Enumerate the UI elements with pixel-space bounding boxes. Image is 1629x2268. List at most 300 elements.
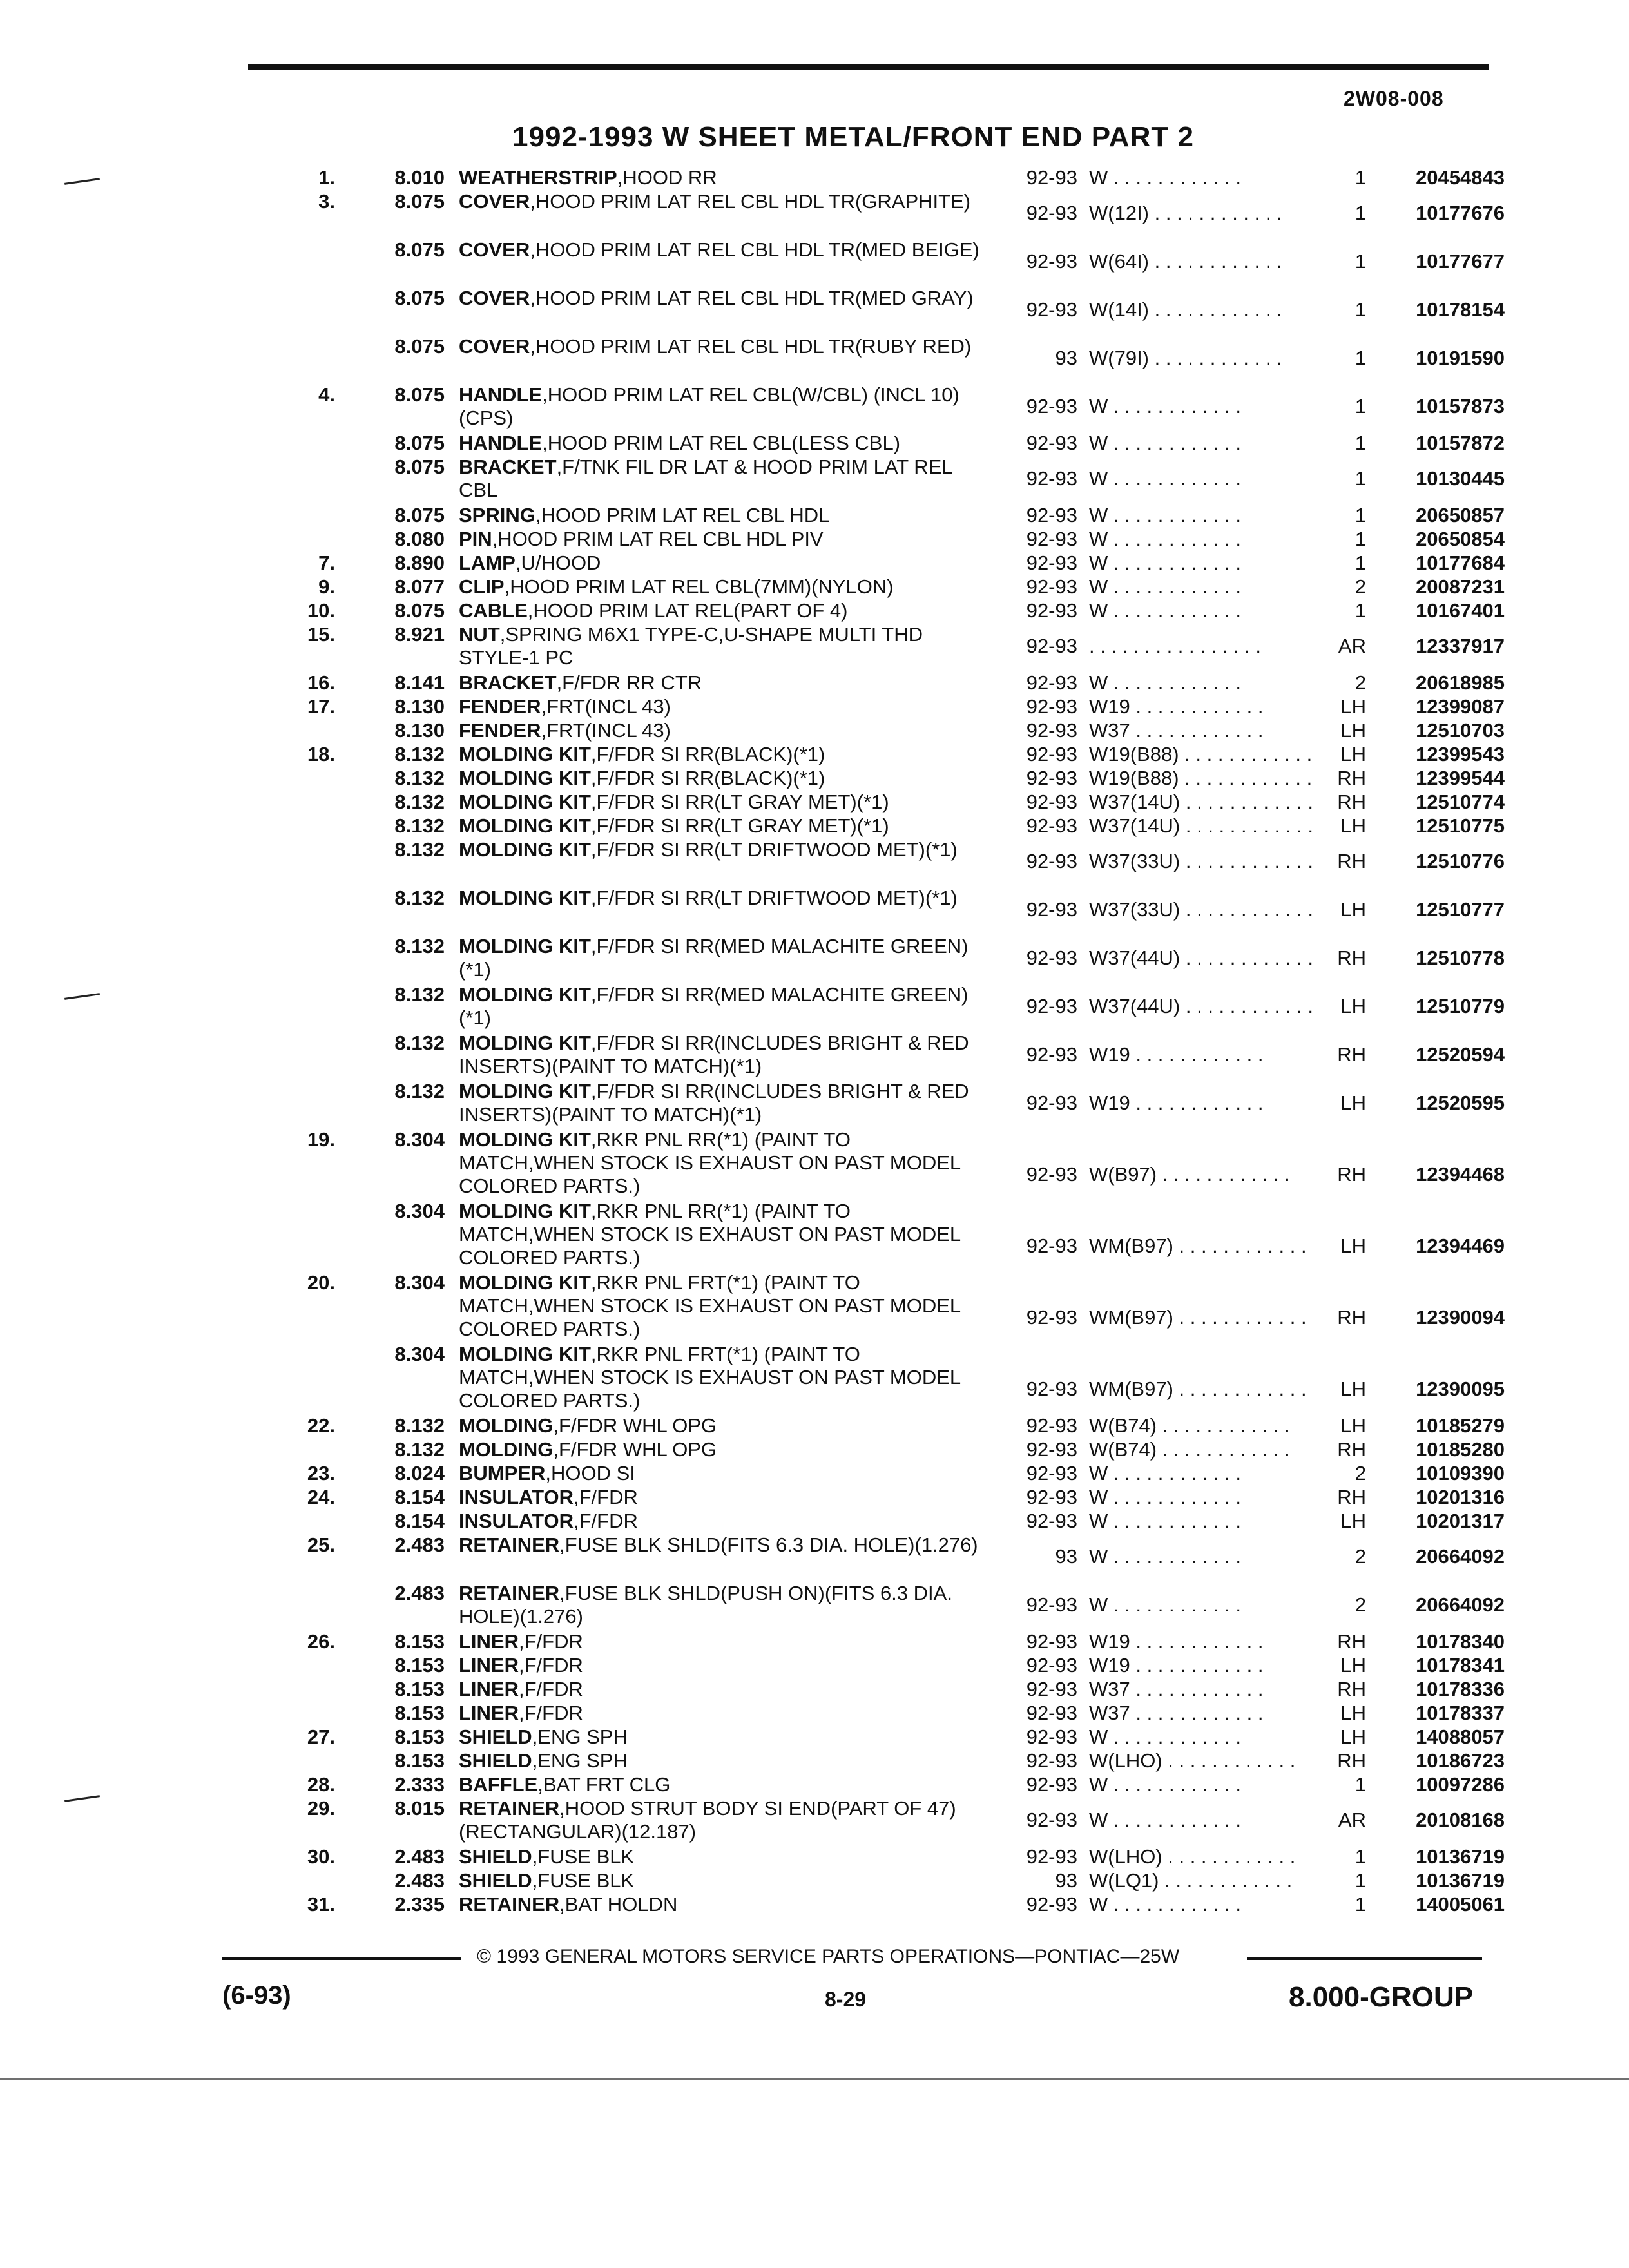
model-year: 92-93 bbox=[1026, 575, 1077, 598]
part-detail: ,HOOD PRIM LAT REL CBL HDL TR(GRAPHITE) bbox=[530, 190, 971, 213]
model-code: W19 . . . . . . . . . . . . bbox=[1089, 1654, 1264, 1677]
part-description bbox=[459, 166, 987, 189]
part-detail: ,HOOD PRIM LAT REL CBL HDL TR(MED GRAY) bbox=[530, 287, 974, 309]
quantity: 1 bbox=[1354, 298, 1366, 321]
group-number: 8.132 bbox=[394, 1080, 445, 1102]
part-number: 10177676 bbox=[1416, 202, 1505, 224]
part-description bbox=[459, 1080, 987, 1126]
model-code: W . . . . . . . . . . . . bbox=[1089, 504, 1241, 526]
model-year: 92-93 bbox=[1026, 298, 1077, 321]
part-detail: ,U/HOOD bbox=[515, 552, 601, 574]
part-description bbox=[459, 1845, 987, 1869]
part-number: 12510776 bbox=[1416, 850, 1505, 872]
part-name: MOLDING KIT bbox=[459, 1200, 591, 1222]
model-year: 92-93 bbox=[1026, 995, 1077, 1017]
table-row bbox=[0, 1630, 1629, 1653]
quantity: 1 bbox=[1354, 599, 1366, 622]
model-code: W37 . . . . . . . . . . . . bbox=[1089, 1702, 1264, 1724]
part-name: SPRING bbox=[459, 504, 535, 526]
part-description bbox=[459, 1128, 987, 1198]
part-name: MOLDING KIT bbox=[459, 887, 591, 909]
part-number: 12399087 bbox=[1416, 695, 1505, 718]
part-name: SHIELD bbox=[459, 1749, 532, 1772]
part-detail: ,FRT(INCL 43) bbox=[541, 719, 671, 742]
part-name: PIN bbox=[459, 528, 492, 550]
part-name: HANDLE bbox=[459, 383, 543, 406]
model-code: W(LHO) . . . . . . . . . . . . bbox=[1089, 1845, 1296, 1868]
model-code: WM(B97) . . . . . . . . . . . . bbox=[1089, 1235, 1307, 1257]
model-code: W . . . . . . . . . . . . bbox=[1089, 395, 1241, 418]
part-name: RETAINER bbox=[459, 1582, 560, 1604]
page-title: 1992-1993 W SHEET METAL/FRONT END PART 2 bbox=[512, 121, 1194, 153]
model-year: 92-93 bbox=[1026, 1163, 1077, 1186]
quantity: RH bbox=[1337, 1438, 1366, 1461]
quantity: RH bbox=[1337, 947, 1366, 969]
part-number: 20454843 bbox=[1416, 166, 1505, 189]
table-row bbox=[0, 335, 1629, 381]
group-number: 8.153 bbox=[394, 1678, 445, 1700]
group-number: 8.141 bbox=[394, 671, 445, 694]
part-name: LINER bbox=[459, 1630, 519, 1653]
part-number: 12520595 bbox=[1416, 1091, 1505, 1114]
group-number: 8.154 bbox=[394, 1510, 445, 1532]
part-name: LINER bbox=[459, 1678, 519, 1700]
part-name: SHIELD bbox=[459, 1725, 532, 1748]
quantity: LH bbox=[1340, 1235, 1366, 1257]
part-name: COVER bbox=[459, 287, 530, 309]
part-description bbox=[459, 743, 987, 766]
part-name: COVER bbox=[459, 238, 530, 261]
model-code: W . . . . . . . . . . . . bbox=[1089, 166, 1241, 189]
model-code: W37 . . . . . . . . . . . . bbox=[1089, 719, 1264, 742]
part-number: 12399543 bbox=[1416, 743, 1505, 765]
group-number: 8.077 bbox=[394, 575, 445, 598]
part-name: CABLE bbox=[459, 599, 528, 622]
part-detail: ,F/FDR bbox=[519, 1678, 583, 1700]
quantity: RH bbox=[1337, 1630, 1366, 1653]
item-number: 4. bbox=[318, 383, 335, 406]
quantity: 2 bbox=[1354, 1462, 1366, 1485]
group-number: 8.304 bbox=[394, 1200, 445, 1222]
model-year: 92-93 bbox=[1026, 695, 1077, 718]
group-number: 8.154 bbox=[394, 1486, 445, 1508]
part-name: MOLDING KIT bbox=[459, 767, 591, 789]
quantity: LH bbox=[1340, 719, 1366, 742]
table-row bbox=[0, 1510, 1629, 1533]
part-description bbox=[459, 1797, 987, 1843]
quantity: 1 bbox=[1354, 1845, 1366, 1868]
footer-date-code: (6-93) bbox=[222, 1981, 291, 2010]
table-row bbox=[0, 1032, 1629, 1078]
model-year: 92-93 bbox=[1026, 1414, 1077, 1437]
group-number: 8.130 bbox=[394, 719, 445, 742]
group-number: 8.075 bbox=[394, 432, 445, 454]
part-number: 10178340 bbox=[1416, 1630, 1505, 1653]
quantity: AR bbox=[1338, 635, 1366, 657]
part-description bbox=[459, 1343, 987, 1412]
group-number: 8.075 bbox=[394, 190, 445, 213]
part-description bbox=[459, 1702, 987, 1725]
part-name: MOLDING KIT bbox=[459, 1343, 591, 1365]
model-code: W(LHO) . . . . . . . . . . . . bbox=[1089, 1749, 1296, 1772]
group-number: 8.010 bbox=[394, 166, 445, 189]
group-number: 8.132 bbox=[394, 1032, 445, 1054]
quantity: 1 bbox=[1354, 166, 1366, 189]
part-name: MOLDING KIT bbox=[459, 814, 591, 837]
part-description bbox=[459, 838, 987, 861]
group-number: 8.132 bbox=[394, 1414, 445, 1437]
part-name: MOLDING KIT bbox=[459, 983, 591, 1006]
group-number: 2.483 bbox=[394, 1533, 445, 1556]
model-year: 92-93 bbox=[1026, 1749, 1077, 1772]
model-year: 92-93 bbox=[1026, 1378, 1077, 1400]
model-code: W . . . . . . . . . . . . bbox=[1089, 1545, 1241, 1568]
part-description bbox=[459, 695, 987, 718]
part-name: MOLDING KIT bbox=[459, 1128, 591, 1151]
model-code: WM(B97) . . . . . . . . . . . . bbox=[1089, 1378, 1307, 1400]
part-detail: ,F/FDR SI RR(INCLUDES BRIGHT & RED INSERTS)(PAINT TO MATCH)(*1) bbox=[459, 1080, 969, 1126]
item-number: 17. bbox=[307, 695, 335, 718]
table-row bbox=[0, 1869, 1629, 1892]
part-detail: ,FUSE BLK bbox=[532, 1845, 635, 1868]
part-name: WEATHERSTRIP bbox=[459, 166, 617, 189]
group-number: 8.132 bbox=[394, 983, 445, 1006]
part-description bbox=[459, 1462, 987, 1485]
table-row bbox=[0, 528, 1629, 551]
quantity: 1 bbox=[1354, 1773, 1366, 1796]
part-detail: ,F/FDR bbox=[573, 1486, 638, 1508]
part-number: 10167401 bbox=[1416, 599, 1505, 622]
part-number: 10136719 bbox=[1416, 1869, 1505, 1892]
quantity: RH bbox=[1337, 1163, 1366, 1186]
part-name: MOLDING KIT bbox=[459, 1080, 591, 1102]
part-name: MOLDING bbox=[459, 1414, 554, 1437]
table-row bbox=[0, 1749, 1629, 1773]
part-description bbox=[459, 1510, 987, 1533]
model-code: W . . . . . . . . . . . . bbox=[1089, 528, 1241, 550]
part-number: 12337917 bbox=[1416, 635, 1505, 657]
part-number: 10178341 bbox=[1416, 1654, 1505, 1677]
quantity: LH bbox=[1340, 1725, 1366, 1748]
part-number: 12510774 bbox=[1416, 791, 1505, 813]
table-row bbox=[0, 552, 1629, 575]
model-code: W . . . . . . . . . . . . bbox=[1089, 1486, 1241, 1508]
quantity: 2 bbox=[1354, 1593, 1366, 1616]
model-year: 92-93 bbox=[1026, 1235, 1077, 1257]
group-number: 8.132 bbox=[394, 838, 445, 861]
part-description bbox=[459, 1200, 987, 1269]
model-code: W . . . . . . . . . . . . bbox=[1089, 671, 1241, 694]
model-code: . . . . . . . . . . . . . . . . bbox=[1089, 635, 1261, 657]
model-year: 92-93 bbox=[1026, 743, 1077, 765]
table-row bbox=[0, 623, 1629, 669]
table-row bbox=[0, 1702, 1629, 1725]
part-number: 12520594 bbox=[1416, 1043, 1505, 1066]
part-description bbox=[459, 1438, 987, 1461]
quantity: RH bbox=[1337, 1749, 1366, 1772]
part-number: 12394469 bbox=[1416, 1235, 1505, 1257]
table-row bbox=[0, 456, 1629, 502]
group-number: 8.132 bbox=[394, 887, 445, 909]
part-detail: ,ENG SPH bbox=[532, 1749, 628, 1772]
model-code: W . . . . . . . . . . . . bbox=[1089, 599, 1241, 622]
model-code: W19 . . . . . . . . . . . . bbox=[1089, 1043, 1264, 1066]
quantity: LH bbox=[1340, 743, 1366, 765]
part-detail: ,F/FDR bbox=[573, 1510, 638, 1532]
model-code: W(B97) . . . . . . . . . . . . bbox=[1089, 1163, 1290, 1186]
model-code: W(64I) . . . . . . . . . . . . bbox=[1089, 250, 1282, 273]
part-detail: ,HOOD PRIM LAT REL CBL HDL bbox=[535, 504, 830, 526]
part-detail: ,HOOD STRUT BODY SI END(PART OF 47)(RECTANGULAR)(12.187) bbox=[459, 1797, 956, 1843]
part-description bbox=[459, 935, 987, 981]
part-detail: ,HOOD PRIM LAT REL CBL(W/CBL) (INCL 10)(CPS) bbox=[459, 383, 959, 429]
part-detail: ,F/FDR bbox=[519, 1654, 583, 1677]
part-detail: ,F/FDR RR CTR bbox=[556, 671, 702, 694]
part-number: 14088057 bbox=[1416, 1725, 1505, 1748]
group-number: 8.132 bbox=[394, 743, 445, 765]
model-code: W . . . . . . . . . . . . bbox=[1089, 1510, 1241, 1532]
part-description bbox=[459, 287, 987, 310]
part-number: 10177684 bbox=[1416, 552, 1505, 574]
part-number: 10201316 bbox=[1416, 1486, 1505, 1508]
table-row bbox=[0, 671, 1629, 695]
part-number: 10185280 bbox=[1416, 1438, 1505, 1461]
part-number: 10185279 bbox=[1416, 1414, 1505, 1437]
table-row bbox=[0, 1414, 1629, 1437]
model-year: 93 bbox=[1055, 1545, 1077, 1568]
model-code: WM(B97) . . . . . . . . . . . . bbox=[1089, 1306, 1307, 1329]
quantity: RH bbox=[1337, 791, 1366, 813]
part-number: 10136719 bbox=[1416, 1845, 1505, 1868]
part-detail: ,F/FDR bbox=[519, 1630, 583, 1653]
item-number: 31. bbox=[307, 1893, 335, 1916]
part-detail: ,RKR PNL FRT(*1) (PAINT TO MATCH,WHEN STOCK IS EXHAUST ON PAST MODEL COLORED PARTS.) bbox=[459, 1343, 960, 1412]
part-name: BAFFLE bbox=[459, 1773, 538, 1796]
table-row bbox=[0, 838, 1629, 885]
quantity: 2 bbox=[1354, 1545, 1366, 1568]
group-number: 2.335 bbox=[394, 1893, 445, 1916]
model-year: 92-93 bbox=[1026, 1773, 1077, 1796]
group-number: 2.483 bbox=[394, 1845, 445, 1868]
table-row bbox=[0, 767, 1629, 790]
item-number: 28. bbox=[307, 1773, 335, 1796]
item-number: 1. bbox=[318, 166, 335, 189]
model-year: 92-93 bbox=[1026, 166, 1077, 189]
item-number: 22. bbox=[307, 1414, 335, 1437]
group-number: 8.153 bbox=[394, 1725, 445, 1748]
quantity: 1 bbox=[1354, 1869, 1366, 1892]
table-row bbox=[0, 791, 1629, 814]
part-number: 12510775 bbox=[1416, 814, 1505, 837]
table-row bbox=[0, 1678, 1629, 1701]
footer-page-number: 8-29 bbox=[825, 1988, 867, 2011]
quantity: 1 bbox=[1354, 250, 1366, 273]
model-year: 93 bbox=[1055, 1869, 1077, 1892]
group-number: 8.075 bbox=[394, 599, 445, 622]
table-row bbox=[0, 719, 1629, 742]
part-name: RETAINER bbox=[459, 1533, 560, 1556]
model-year: 93 bbox=[1055, 347, 1077, 369]
part-detail: ,F/FDR WHL OPG bbox=[553, 1438, 717, 1461]
table-row bbox=[0, 1343, 1629, 1412]
part-name: MOLDING KIT bbox=[459, 791, 591, 813]
part-detail: ,HOOD PRIM LAT REL CBL(LESS CBL) bbox=[542, 432, 901, 454]
part-description bbox=[459, 1271, 987, 1341]
model-code: W . . . . . . . . . . . . bbox=[1089, 1593, 1241, 1616]
model-code: W(B74) . . . . . . . . . . . . bbox=[1089, 1414, 1290, 1437]
part-description bbox=[459, 1414, 987, 1437]
quantity: LH bbox=[1340, 814, 1366, 837]
table-row bbox=[0, 1486, 1629, 1509]
group-number: 8.153 bbox=[394, 1702, 445, 1724]
part-number: 10177677 bbox=[1416, 250, 1505, 273]
quantity: LH bbox=[1340, 1654, 1366, 1677]
item-number: 24. bbox=[307, 1486, 335, 1508]
part-detail: ,HOOD PRIM LAT REL CBL(7MM)(NYLON) bbox=[504, 575, 894, 598]
model-code: W19(B88) . . . . . . . . . . . . bbox=[1089, 743, 1313, 765]
item-number: 26. bbox=[307, 1630, 335, 1653]
part-number: 10157873 bbox=[1416, 395, 1505, 418]
part-number: 12510779 bbox=[1416, 995, 1505, 1017]
item-number: 7. bbox=[318, 552, 335, 574]
group-number: 2.333 bbox=[394, 1773, 445, 1796]
quantity: LH bbox=[1340, 995, 1366, 1017]
bottom-rule bbox=[0, 2078, 1629, 2080]
model-year: 92-93 bbox=[1026, 202, 1077, 224]
parts-list bbox=[0, 166, 1629, 1917]
part-number: 20664092 bbox=[1416, 1593, 1505, 1616]
part-detail: ,BAT FRT CLG bbox=[537, 1773, 671, 1796]
part-number: 12510703 bbox=[1416, 719, 1505, 742]
model-year: 92-93 bbox=[1026, 947, 1077, 969]
part-name: MOLDING KIT bbox=[459, 935, 591, 957]
model-code: W19 . . . . . . . . . . . . bbox=[1089, 1630, 1264, 1653]
part-description bbox=[459, 1773, 987, 1796]
quantity: RH bbox=[1337, 1678, 1366, 1700]
part-number: 12510777 bbox=[1416, 898, 1505, 921]
model-year: 92-93 bbox=[1026, 1462, 1077, 1485]
group-number: 8.075 bbox=[394, 383, 445, 406]
quantity: 1 bbox=[1354, 395, 1366, 418]
part-description bbox=[459, 719, 987, 742]
table-row bbox=[0, 1128, 1629, 1198]
item-number: 27. bbox=[307, 1725, 335, 1748]
part-description bbox=[459, 456, 987, 502]
item-number: 15. bbox=[307, 623, 335, 646]
quantity: LH bbox=[1340, 1378, 1366, 1400]
part-detail: ,F/FDR SI RR(MED MALACHITE GREEN)(*1) bbox=[459, 983, 969, 1029]
model-year: 92-93 bbox=[1026, 1306, 1077, 1329]
part-description bbox=[459, 814, 987, 838]
part-name: MOLDING bbox=[459, 1438, 554, 1461]
quantity: LH bbox=[1340, 1091, 1366, 1114]
quantity: 1 bbox=[1354, 467, 1366, 490]
model-year: 92-93 bbox=[1026, 552, 1077, 574]
table-row bbox=[0, 743, 1629, 766]
group-number: 8.075 bbox=[394, 504, 445, 526]
part-description bbox=[459, 335, 987, 358]
part-description bbox=[459, 767, 987, 790]
part-number: 10201317 bbox=[1416, 1510, 1505, 1532]
model-code: W . . . . . . . . . . . . bbox=[1089, 575, 1241, 598]
model-year: 92-93 bbox=[1026, 1043, 1077, 1066]
table-row bbox=[0, 432, 1629, 455]
group-number: 8.075 bbox=[394, 238, 445, 261]
group-number: 8.130 bbox=[394, 695, 445, 718]
group-number: 8.132 bbox=[394, 814, 445, 837]
part-number: 12394468 bbox=[1416, 1163, 1505, 1186]
part-number: 10157872 bbox=[1416, 432, 1505, 454]
model-year: 92-93 bbox=[1026, 1809, 1077, 1831]
model-code: W . . . . . . . . . . . . bbox=[1089, 432, 1241, 454]
part-name: COVER bbox=[459, 335, 530, 358]
part-detail: ,F/FDR SI RR(LT DRIFTWOOD MET)(*1) bbox=[590, 887, 958, 909]
part-detail: ,F/FDR SI RR(LT GRAY MET)(*1) bbox=[590, 791, 889, 813]
table-row bbox=[0, 1845, 1629, 1869]
group-number: 2.483 bbox=[394, 1582, 445, 1604]
group-number: 8.304 bbox=[394, 1343, 445, 1365]
part-detail: ,F/FDR SI RR(LT DRIFTWOOD MET)(*1) bbox=[590, 838, 958, 861]
part-description bbox=[459, 383, 987, 430]
part-number: 10097286 bbox=[1416, 1773, 1505, 1796]
item-number: 25. bbox=[307, 1533, 335, 1556]
model-code: W19 . . . . . . . . . . . . bbox=[1089, 695, 1264, 718]
quantity: LH bbox=[1340, 1414, 1366, 1437]
table-row bbox=[0, 1533, 1629, 1580]
part-name: BRACKET bbox=[459, 671, 557, 694]
group-number: 8.075 bbox=[394, 456, 445, 478]
quantity: LH bbox=[1340, 695, 1366, 718]
table-row bbox=[0, 1462, 1629, 1485]
part-description bbox=[459, 1533, 987, 1557]
part-detail: ,F/FDR WHL OPG bbox=[553, 1414, 717, 1437]
item-number: 18. bbox=[307, 743, 335, 765]
part-detail: ,F/FDR SI RR(BLACK)(*1) bbox=[590, 743, 825, 765]
model-code: W . . . . . . . . . . . . bbox=[1089, 552, 1241, 574]
group-number: 8.153 bbox=[394, 1654, 445, 1677]
model-code: W . . . . . . . . . . . . bbox=[1089, 1773, 1241, 1796]
group-number: 8.075 bbox=[394, 287, 445, 309]
model-year: 92-93 bbox=[1026, 1654, 1077, 1677]
part-detail: ,FUSE BLK SHLD(PUSH ON)(FITS 6.3 DIA. HOLE)(1.276) bbox=[459, 1582, 952, 1628]
quantity: LH bbox=[1340, 1510, 1366, 1532]
part-description bbox=[459, 887, 987, 910]
footer-copyright: © 1993 GENERAL MOTORS SERVICE PARTS OPERATIONS—PONTIAC—25W bbox=[477, 1946, 1180, 1967]
group-number: 8.921 bbox=[394, 623, 445, 646]
item-number: 3. bbox=[318, 190, 335, 213]
item-number: 29. bbox=[307, 1797, 335, 1820]
model-code: W . . . . . . . . . . . . bbox=[1089, 1725, 1241, 1748]
model-year: 92-93 bbox=[1026, 719, 1077, 742]
part-detail: ,HOOD PRIM LAT REL CBL HDL TR(MED BEIGE) bbox=[530, 238, 979, 261]
part-description bbox=[459, 791, 987, 814]
part-description bbox=[459, 190, 987, 213]
table-row bbox=[0, 504, 1629, 527]
quantity: RH bbox=[1337, 1486, 1366, 1508]
model-year: 92-93 bbox=[1026, 1486, 1077, 1508]
table-row bbox=[0, 166, 1629, 189]
item-number: 23. bbox=[307, 1462, 335, 1485]
part-detail: ,RKR PNL RR(*1) (PAINT TO MATCH,WHEN STOCK IS EXHAUST ON PAST MODEL COLORED PARTS.) bbox=[459, 1200, 960, 1269]
part-name: LAMP bbox=[459, 552, 516, 574]
model-year: 92-93 bbox=[1026, 599, 1077, 622]
part-number: 10186723 bbox=[1416, 1749, 1505, 1772]
quantity: 1 bbox=[1354, 504, 1366, 526]
part-detail: ,FUSE BLK bbox=[532, 1869, 635, 1892]
model-code: W37(33U) . . . . . . . . . . . . bbox=[1089, 898, 1313, 921]
table-row bbox=[0, 887, 1629, 933]
part-detail: ,F/FDR SI RR(MED MALACHITE GREEN)(*1) bbox=[459, 935, 969, 981]
